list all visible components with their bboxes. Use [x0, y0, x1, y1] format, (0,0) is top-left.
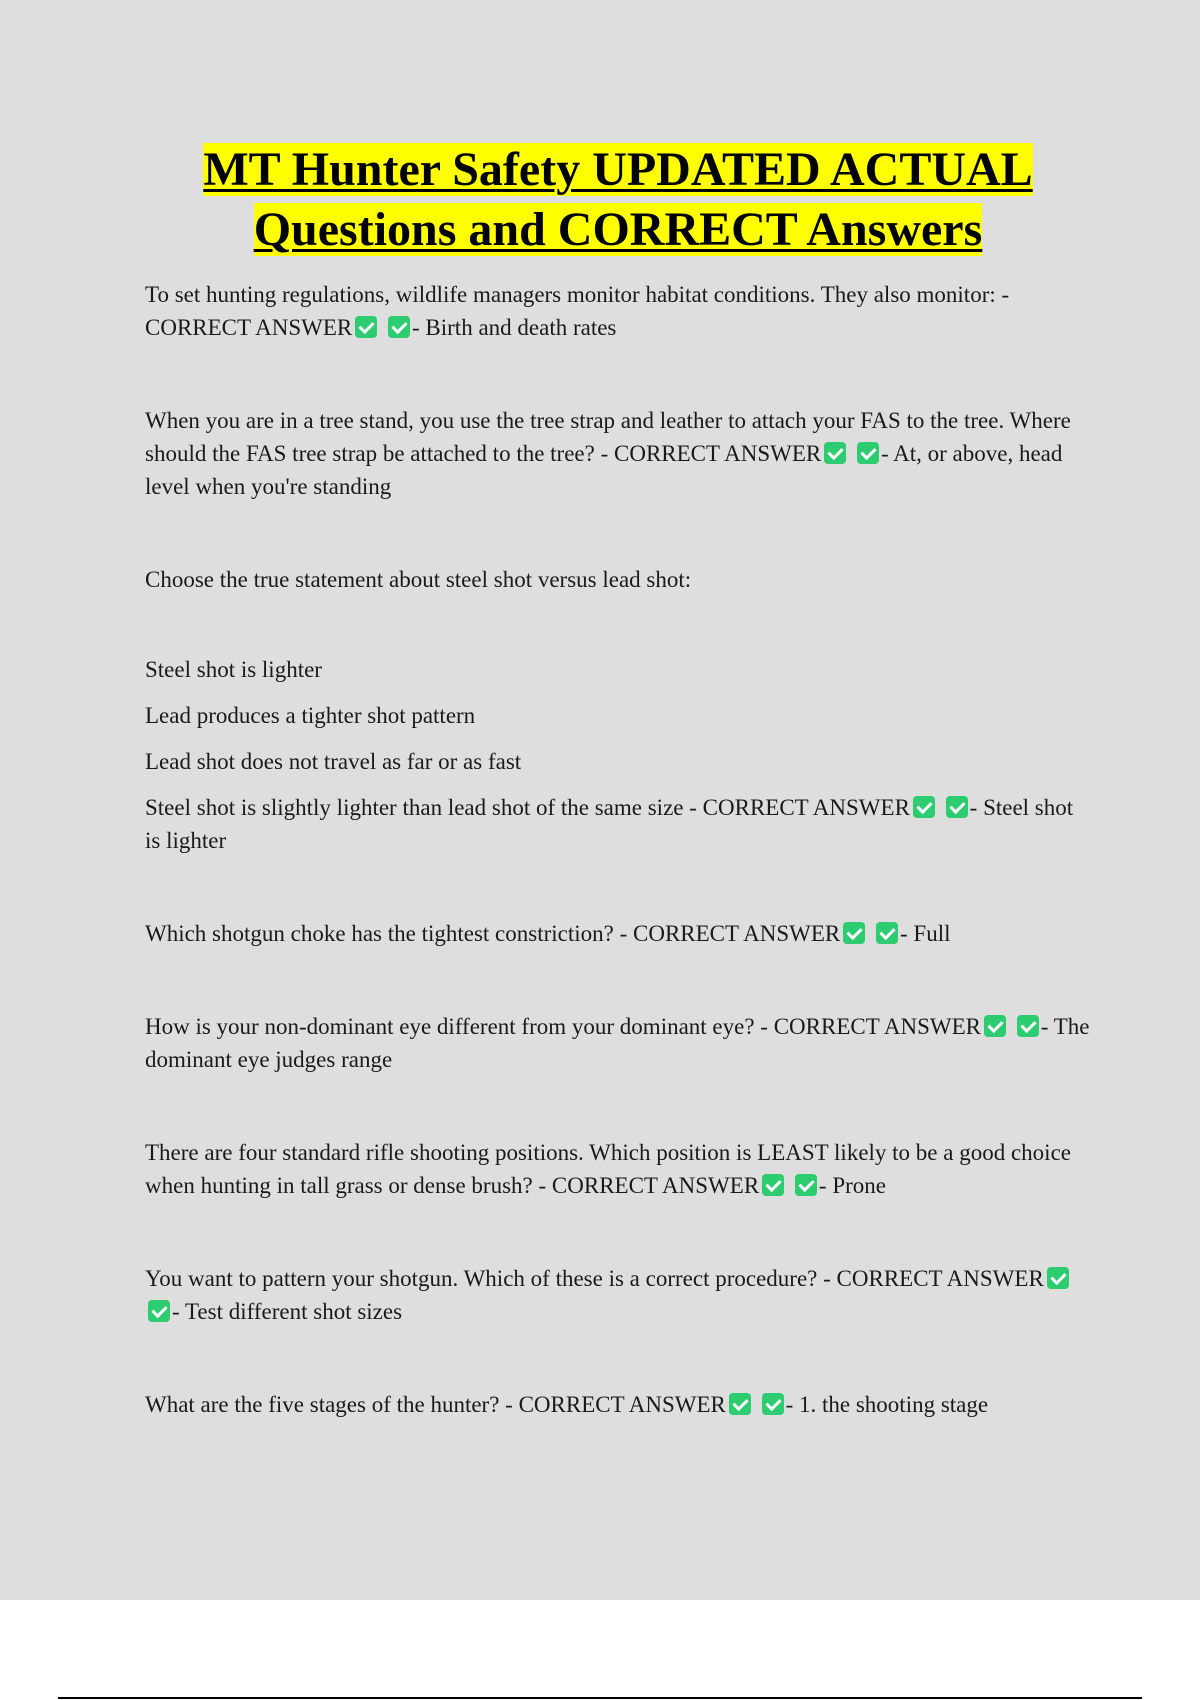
check-mark-icon [1047, 1267, 1069, 1289]
answer-text: - Prone [818, 1173, 886, 1198]
qa-item-1 [145, 278, 1090, 344]
question-text: What are the five stages of the hunter? - [145, 1392, 513, 1417]
correct-answer-marker: CORRECT ANSWER [836, 1266, 1044, 1291]
answer-text: - 1. the shooting stage [785, 1392, 989, 1417]
correct-answer-marker: CORRECT ANSWER [614, 441, 822, 466]
qa-item-8 [145, 1388, 1090, 1421]
option-2: Lead produces a tighter shot pattern [145, 703, 476, 728]
qa-item-5 [145, 1010, 1090, 1076]
question-text: When you are in a tree stand, you use the tree strap and leather to attach your FAS to the tree. Where should the FAS tree strap be attached to the tree? - [145, 408, 1071, 466]
check-mark-icon [1017, 1015, 1039, 1037]
qa-item-7 [145, 1262, 1090, 1328]
check-mark-icon [824, 442, 846, 464]
answer-text: - Test different shot sizes [172, 1299, 403, 1324]
check-mark-icon [946, 796, 968, 818]
answer-text: - Steel shot is lighter [145, 795, 1074, 853]
check-mark-icon [876, 922, 898, 944]
check-mark-icon [729, 1393, 751, 1415]
check-mark-icon [762, 1174, 784, 1196]
check-mark-icon [913, 796, 935, 818]
check-mark-icon [762, 1393, 784, 1415]
check-mark-icon [148, 1300, 170, 1322]
question-text: Which shotgun choke has the tightest constriction? - [145, 921, 628, 946]
qa-item-6 [145, 1136, 1090, 1202]
page-title [0, 140, 1200, 260]
check-mark-icon [388, 316, 410, 338]
check-mark-icon [984, 1015, 1006, 1037]
option-4: Steel shot is slightly lighter than lead shot of the same size - [145, 795, 697, 820]
qa-item-2 [145, 404, 1090, 503]
check-mark-icon [355, 316, 377, 338]
check-mark-icon [843, 922, 865, 944]
answer-text: - Birth and death rates [412, 315, 617, 340]
question-text: How is your non-dominant eye different from your dominant eye? - [145, 1014, 768, 1039]
answer-text: - At, or above, head level when you're standing [145, 441, 1063, 499]
question-text: There are four standard rifle shooting positions. Which position is LEAST likely to be a good choice when hunting in tall grass or dense brush? - [145, 1140, 1071, 1198]
answer-text: - Full [900, 921, 951, 946]
correct-answer-marker: CORRECT ANSWER [702, 795, 910, 820]
option-1: Steel shot is lighter [145, 657, 322, 682]
question-text: You want to pattern your shotgun. Which of these is a correct procedure? - [145, 1266, 831, 1291]
qa-item-3-question: Choose the true statement about steel shot versus lead shot: [145, 567, 692, 592]
correct-answer-marker: CORRECT ANSWER [518, 1392, 726, 1417]
check-mark-icon [795, 1174, 817, 1196]
correct-answer-marker: CORRECT ANSWER [633, 921, 841, 946]
title-line-2: Questions and CORRECT Answers [253, 203, 983, 256]
check-mark-icon [857, 442, 879, 464]
qa-item-3-answer [145, 791, 1090, 857]
correct-answer-marker: CORRECT ANSWER [145, 315, 353, 340]
correct-answer-marker: CORRECT ANSWER [551, 1173, 760, 1198]
option-3: Lead shot does not travel as far or as fast [145, 749, 522, 774]
footer-rule [58, 1697, 1142, 1699]
answer-text: - The dominant eye judges range [145, 1014, 1090, 1072]
question-text: To set hunting regulations, wildlife managers monitor habitat conditions. They also monitor: - [145, 282, 1010, 307]
qa-list [145, 278, 1090, 1421]
title-line-1: MT Hunter Safety UPDATED ACTUAL [203, 143, 1033, 196]
qa-item-4 [145, 917, 1090, 950]
correct-answer-marker: CORRECT ANSWER [773, 1014, 981, 1039]
